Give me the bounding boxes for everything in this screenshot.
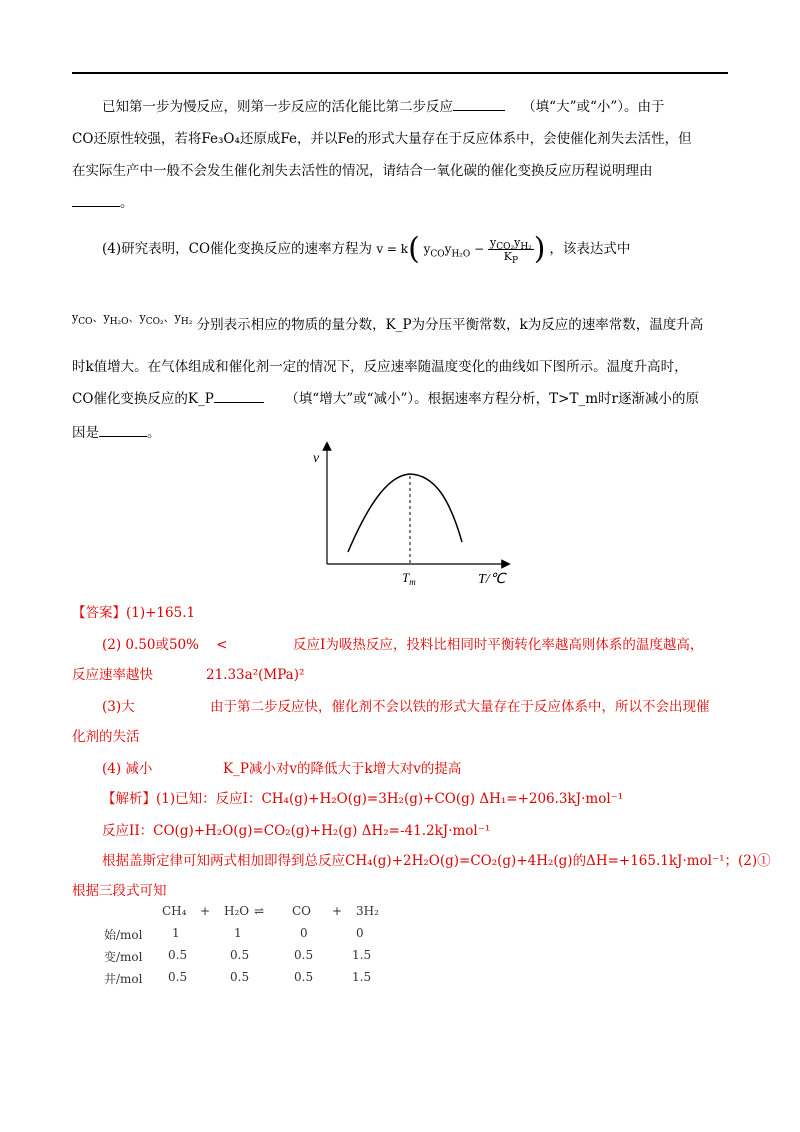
hdr-plus2: + xyxy=(332,904,343,918)
analysis-1: (1)已知：反应I：CH₄(g)+H₂O(g)=3H₂(g)+CO(g) ΔH₁=+206.3kJ·mol⁻¹ xyxy=(156,791,624,807)
row-label: 井/mol xyxy=(104,972,143,986)
para1-line3: 在实际生产中一般不会发生催化剂失去活性的情况，请结合一氧化碳的催化变换反应历程说明理由 xyxy=(72,163,653,179)
answer-line2 xyxy=(102,636,227,654)
answer-blank xyxy=(453,98,505,111)
para2-line2 xyxy=(72,311,704,335)
eq-paren-left: ( xyxy=(408,231,420,267)
cell: 1 xyxy=(234,926,242,940)
answer-2a: (2) 0.50或50% xyxy=(102,637,199,653)
eq-minus: − xyxy=(474,242,485,256)
cell: 0.5 xyxy=(168,948,188,962)
eq-fraction xyxy=(488,236,534,267)
hdr-h2o: H₂O xyxy=(224,904,250,918)
answer-3a: (3)大 xyxy=(102,699,135,715)
analysis-line1 xyxy=(102,790,623,808)
para2-l4a: CO催化变换反应的K_P xyxy=(72,391,214,407)
eq-paren-right: ) xyxy=(533,231,546,267)
cell: 0.5 xyxy=(230,948,250,962)
answer-blank xyxy=(99,424,147,437)
para1-end: 。 xyxy=(120,195,134,211)
hdr-ch4: CH₄ xyxy=(162,904,187,918)
para2-line4 xyxy=(72,390,699,408)
rate-temperature-graph xyxy=(310,440,520,590)
row-label: 变/mol xyxy=(104,950,143,964)
answer-tag: 【答案】 xyxy=(72,605,126,621)
answer-3b: 由于第二步反应快，催化剂不会以铁的形式大量存在于反应体系中，所以不会出现催 xyxy=(210,699,710,715)
y-axis-label: v xyxy=(313,451,320,466)
row-label: 始/mol xyxy=(104,928,143,942)
cell: 0 xyxy=(356,926,364,940)
answer-2e: 21.33a²(MPa)² xyxy=(206,667,305,683)
answer-blank xyxy=(72,194,120,207)
para1-line1 xyxy=(102,98,665,116)
para1-line4 xyxy=(72,194,134,212)
x-axis-label: T/℃ xyxy=(478,572,506,587)
hdr-co: CO xyxy=(292,904,312,918)
hdr-3h2: 3H₂ xyxy=(356,904,379,918)
peak-label: $T_m$ xyxy=(402,570,416,587)
analysis-line4: 根据三段式可知 xyxy=(72,883,167,899)
answer-2c: 反应I为吸热反应，投料比相同时平衡转化率越高则体系的温度越高， xyxy=(293,637,704,653)
hdr-plus1: + xyxy=(200,904,211,918)
answer-3c: 化剂的失活 xyxy=(72,729,140,745)
cell: 1 xyxy=(172,926,180,940)
analysis-tag: 【解析】 xyxy=(102,791,156,807)
var-list: yCO、yH₂O、yCO₂、yH₂ xyxy=(72,311,193,328)
analysis-line2: 反应II：CO(g)+H₂O(g)=CO₂(g)+H₂(g) ΔH₂=-41.2kJ·mol⁻¹ xyxy=(102,823,491,839)
cell: 0.5 xyxy=(294,948,314,962)
cell: 1.5 xyxy=(352,948,372,962)
answer-line1 xyxy=(72,604,195,622)
para2-l5-end: 。 xyxy=(147,425,161,441)
answer-2d: 反应速率越快 xyxy=(72,667,153,683)
eq-numerator: $y_{CO_2}y_{H_2}$ xyxy=(490,236,532,253)
eq-term1: $y_{CO}y_{H_2O}$ xyxy=(423,242,471,260)
hdr-equilibrium-arrow: ⇌ xyxy=(254,904,265,918)
para1-text-b: （填“大”或“小”）。由于 xyxy=(522,99,665,115)
rate-tail: ，该表达式中 xyxy=(549,241,631,257)
para2-text: 分别表示相应的物质的量分数，K_P为分压平衡常数，k为反应的速率常数，温度升高 xyxy=(196,317,704,333)
para2-l4b: （填“增大”或“减小”）。根据速率方程分析，T>T_m时r逐渐减小的原 xyxy=(285,391,699,407)
analysis-line3: 根据盖斯定律可知两式相加即得到总反应CH₄(g)+2H₂O(g)=CO₂(g)+4H₂(g)的ΔH=+165.1kJ·mol⁻¹；(2)① xyxy=(102,853,771,869)
rate-intro: (4)研究表明，CO催化变换反应的速率方程为 xyxy=(102,241,373,257)
rate-equation xyxy=(376,231,549,267)
header-rule xyxy=(72,72,728,74)
answer-1: (1)+165.1 xyxy=(126,605,196,621)
answer-2b: < xyxy=(216,637,228,653)
rate-equation-line xyxy=(102,231,631,267)
para1-text-a: 已知第一步为慢反应，则第一步反应的活化能比第二步反应 xyxy=(102,99,453,115)
cell: 0.5 xyxy=(294,970,314,984)
para2-line3: 时k值增大。在气体组成和催化剂一定的情况下，反应速率随温度变化的曲线如下图所示。温度升高时， xyxy=(72,359,688,375)
eq-v: v = k xyxy=(376,242,409,256)
cell: 0 xyxy=(300,926,308,940)
cell: 0.5 xyxy=(168,970,188,984)
rate-curve xyxy=(348,474,462,552)
answer-blank xyxy=(214,390,264,403)
para2-l5: 因是 xyxy=(72,425,99,441)
answer-4a: (4) 减小 xyxy=(102,761,153,777)
cell: 1.5 xyxy=(352,970,372,984)
para1-line2: CO还原性较强，若将Fe₃O₄还原成Fe，并以Fe的形式大量存在于反应体系中，会使催化剂失去活性，但 xyxy=(72,131,692,147)
answer-4b: K_P减小对v的降低大于k增大对v的提高 xyxy=(223,761,462,777)
para2-line5 xyxy=(72,424,161,442)
cell: 0.5 xyxy=(230,970,250,984)
eq-denominator: $K_P$ xyxy=(503,250,519,267)
